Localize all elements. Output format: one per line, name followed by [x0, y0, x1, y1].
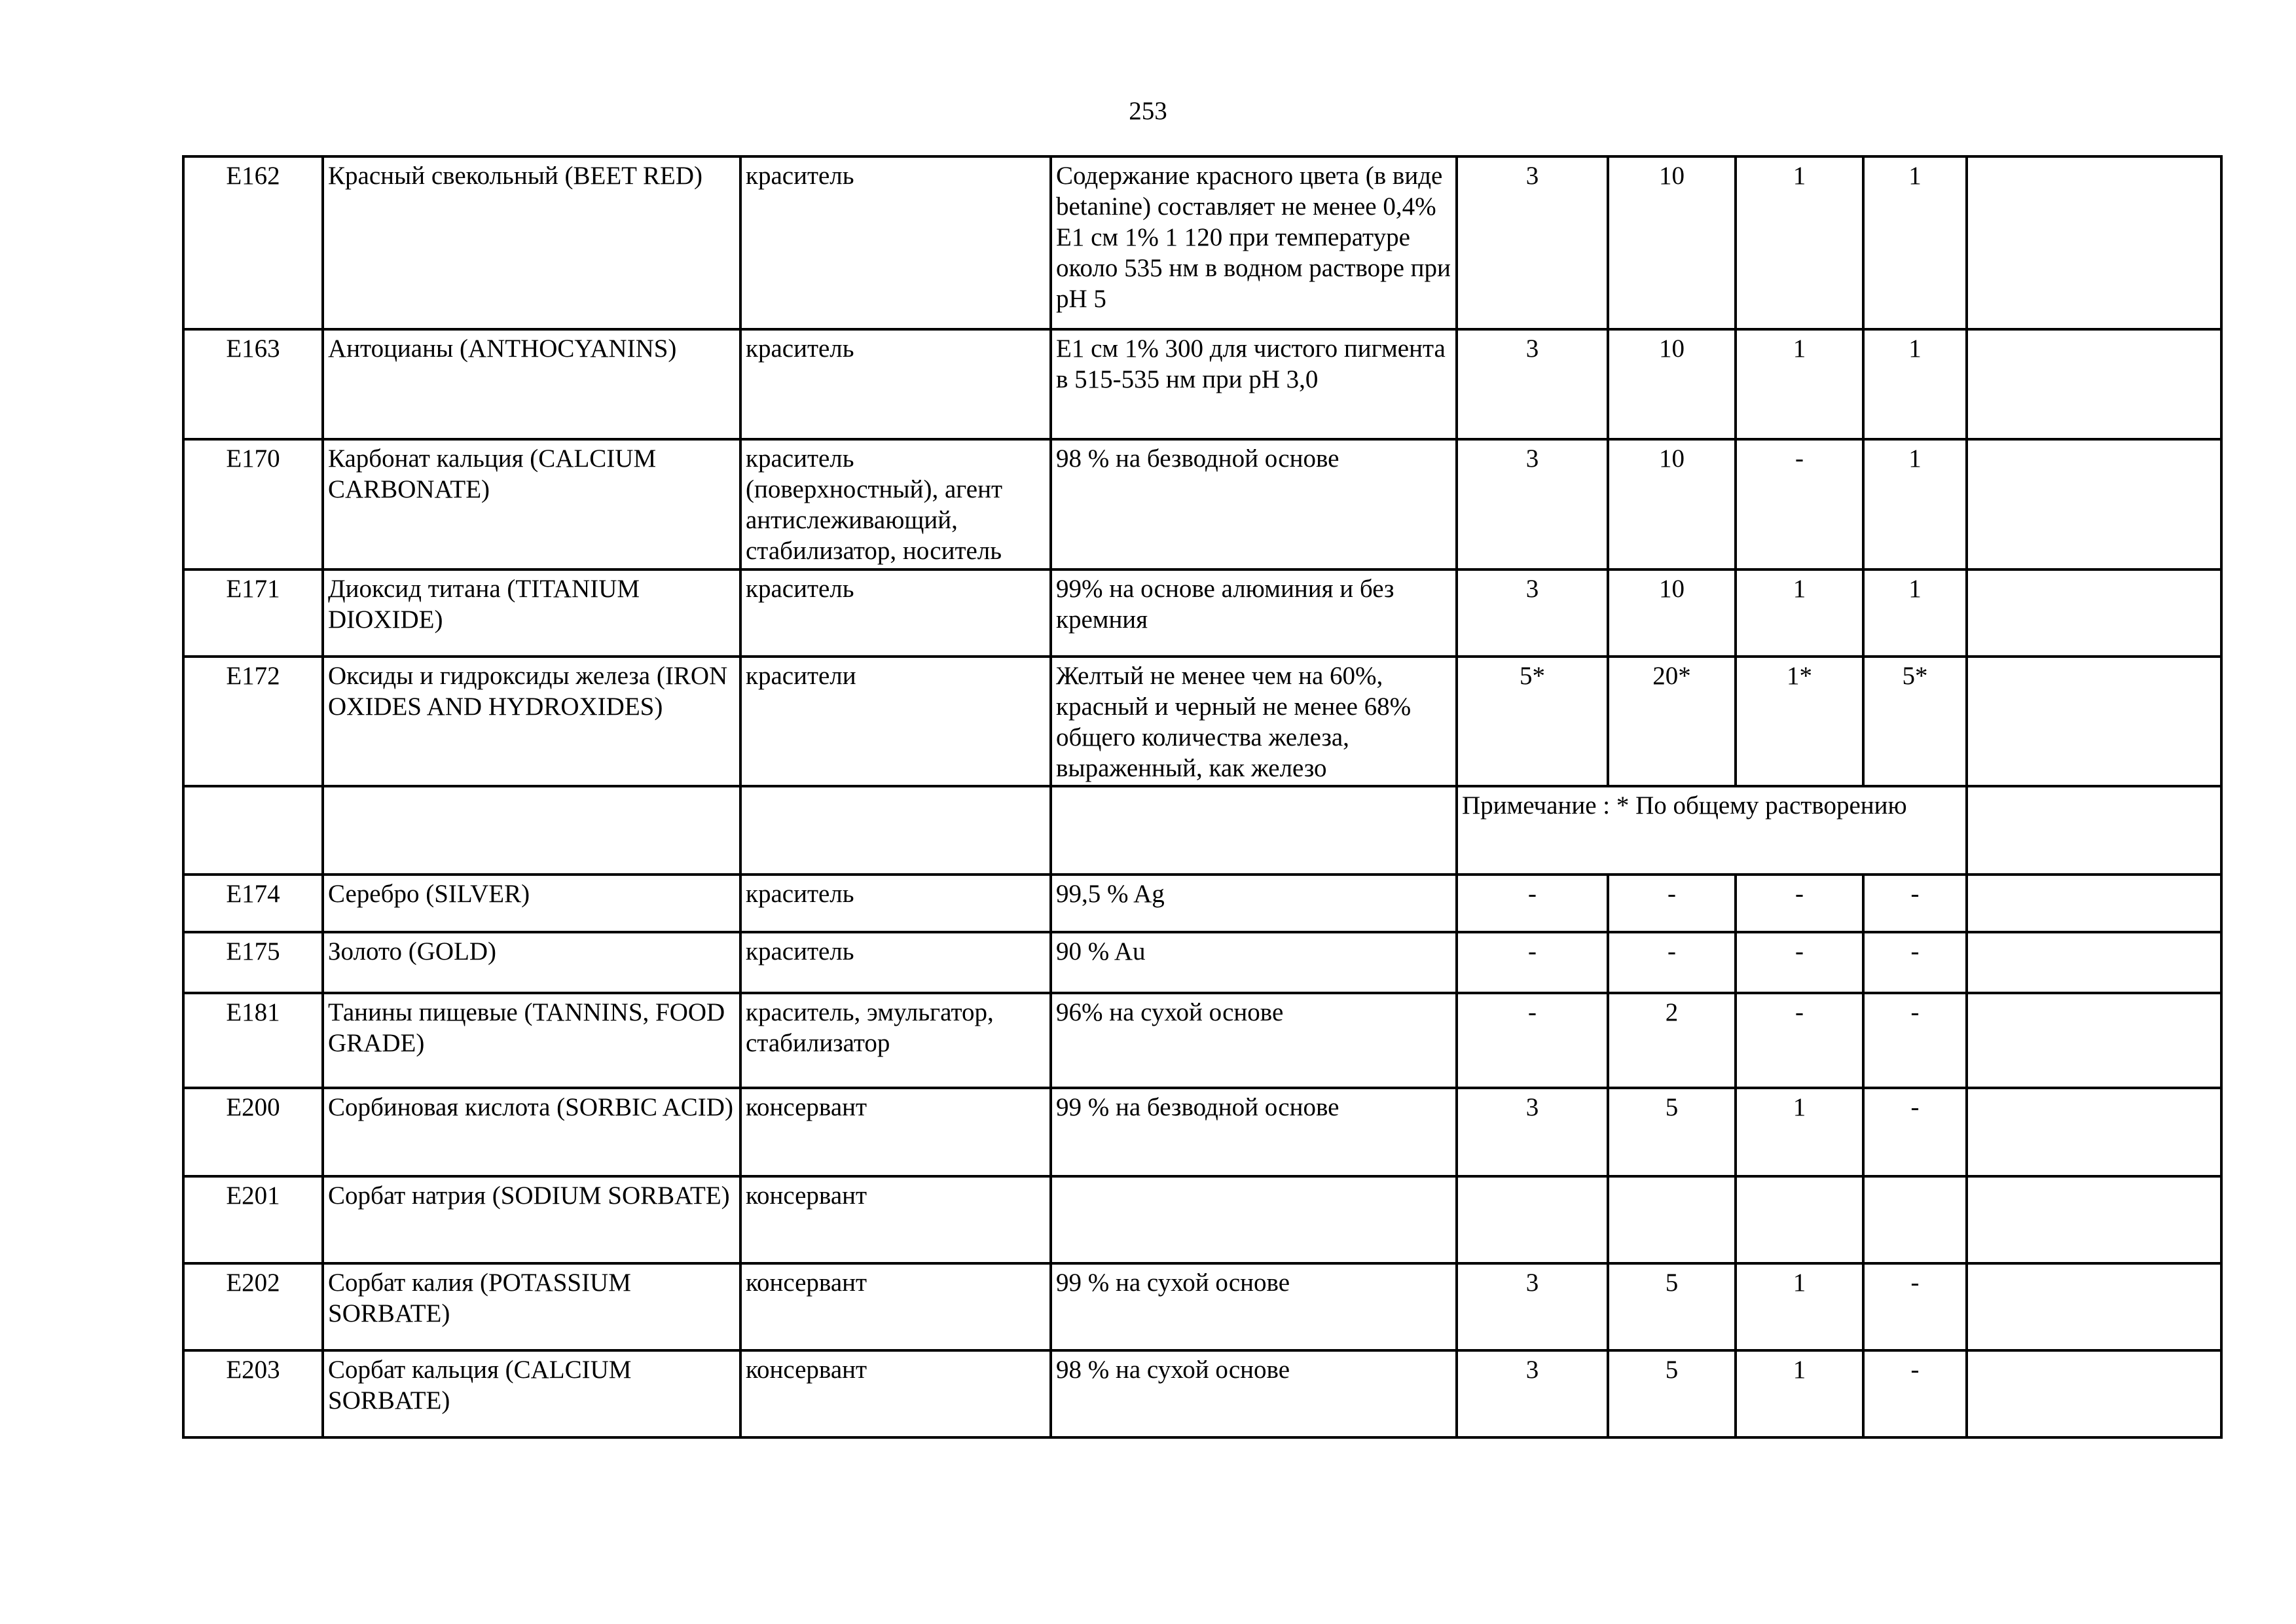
name-cell: Серебро (SILVER) [323, 875, 740, 932]
empty-cell [1967, 1350, 2221, 1437]
code-cell: E203 [183, 1350, 323, 1437]
value-cell-1: - [1457, 993, 1608, 1088]
purity-cell: Содержание красного цвета (в виде betanine) составляет не менее 0,4% E1 см 1% 1 120 при температуре около 535 нм в водном растворе при рН 5 [1051, 156, 1457, 329]
empty-cell [323, 786, 740, 875]
value-cell-3: 1 [1736, 329, 1863, 439]
value-cell-1: 3 [1457, 569, 1608, 657]
code-cell: E200 [183, 1088, 323, 1176]
table-row [183, 1263, 2221, 1350]
name-cell: Сорбат калия (POTASSIUM SORBATE) [323, 1263, 740, 1350]
name-cell: Оксиды и гидроксиды железа (IRON OXIDES AND HYDROXIDES) [323, 657, 740, 786]
value-cell-4: 5* [1863, 657, 1967, 786]
value-cell-1: 3 [1457, 156, 1608, 329]
value-cell-2: 2 [1608, 993, 1736, 1088]
empty-cell [1967, 156, 2221, 329]
value-cell-2: - [1608, 932, 1736, 993]
value-cell-4: 1 [1863, 329, 1967, 439]
value-cell-4: - [1863, 993, 1967, 1088]
value-cell-4: 1 [1863, 439, 1967, 569]
purity-cell [1051, 1176, 1457, 1263]
value-cell-1: 3 [1457, 1263, 1608, 1350]
value-cell-4: - [1863, 1088, 1967, 1176]
empty-cell [183, 786, 323, 875]
note-row [183, 786, 2221, 875]
empty-cell [1051, 786, 1457, 875]
code-cell: E163 [183, 329, 323, 439]
value-cell-3: 1 [1736, 156, 1863, 329]
code-cell: E172 [183, 657, 323, 786]
function-cell: краситель [740, 569, 1051, 657]
value-cell-1 [1457, 1176, 1608, 1263]
value-cell-1: - [1457, 875, 1608, 932]
value-cell-2: 5 [1608, 1263, 1736, 1350]
function-cell: консервант [740, 1263, 1051, 1350]
footnote-cell: Примечание : * По общему растворению [1457, 786, 1967, 875]
empty-cell [1967, 932, 2221, 993]
code-cell: E202 [183, 1263, 323, 1350]
table-row [183, 1176, 2221, 1263]
value-cell-4: - [1863, 1350, 1967, 1437]
value-cell-4 [1863, 1176, 1967, 1263]
function-cell: краситель, эмульгатор, стабилизатор [740, 993, 1051, 1088]
table-row [183, 156, 2221, 329]
code-cell: E181 [183, 993, 323, 1088]
value-cell-3: - [1736, 439, 1863, 569]
name-cell: Сорбат натрия (SODIUM SORBATE) [323, 1176, 740, 1263]
value-cell-3 [1736, 1176, 1863, 1263]
name-cell: Антоцианы (ANTHOCYANINS) [323, 329, 740, 439]
value-cell-1: 5* [1457, 657, 1608, 786]
function-cell: консервант [740, 1176, 1051, 1263]
table-row [183, 875, 2221, 932]
value-cell-2: 10 [1608, 569, 1736, 657]
name-cell: Золото (GOLD) [323, 932, 740, 993]
name-cell: Сорбат кальция (CALCIUM SORBATE) [323, 1350, 740, 1437]
value-cell-1: 3 [1457, 439, 1608, 569]
purity-cell: E1 см 1% 300 для чистого пигмента в 515-535 нм при рН 3,0 [1051, 329, 1457, 439]
empty-cell [1967, 875, 2221, 932]
value-cell-1: - [1457, 932, 1608, 993]
name-cell: Танины пищевые (TANNINS, FOOD GRADE) [323, 993, 740, 1088]
empty-cell [1967, 657, 2221, 786]
empty-cell [1967, 786, 2221, 875]
purity-cell: 99,5 % Ag [1051, 875, 1457, 932]
purity-cell: 96% на сухой основе [1051, 993, 1457, 1088]
function-cell: краситель [740, 156, 1051, 329]
value-cell-2 [1608, 1176, 1736, 1263]
value-cell-2: 10 [1608, 329, 1736, 439]
empty-cell [1967, 1088, 2221, 1176]
table-row [183, 1088, 2221, 1176]
function-cell: консервант [740, 1350, 1051, 1437]
purity-cell: 99 % на сухой основе [1051, 1263, 1457, 1350]
value-cell-1: 3 [1457, 329, 1608, 439]
purity-cell: 98 % на безводной основе [1051, 439, 1457, 569]
purity-cell: 99 % на безводной основе [1051, 1088, 1457, 1176]
function-cell: краситель [740, 932, 1051, 993]
empty-cell [1967, 993, 2221, 1088]
empty-cell [1967, 1263, 2221, 1350]
value-cell-4: 1 [1863, 156, 1967, 329]
function-cell: краситель [740, 329, 1051, 439]
function-cell: красители [740, 657, 1051, 786]
code-cell: E201 [183, 1176, 323, 1263]
name-cell: Красный свекольный (BEET RED) [323, 156, 740, 329]
value-cell-2: 5 [1608, 1088, 1736, 1176]
code-cell: E170 [183, 439, 323, 569]
code-cell: E162 [183, 156, 323, 329]
value-cell-4: - [1863, 932, 1967, 993]
value-cell-4: 1 [1863, 569, 1967, 657]
empty-cell [1967, 569, 2221, 657]
table-row [183, 569, 2221, 657]
code-cell: E171 [183, 569, 323, 657]
table-row [183, 932, 2221, 993]
name-cell: Сорбиновая кислота (SORBIC ACID) [323, 1088, 740, 1176]
code-cell: E175 [183, 932, 323, 993]
value-cell-2: 10 [1608, 439, 1736, 569]
value-cell-3: - [1736, 932, 1863, 993]
empty-cell [1967, 439, 2221, 569]
value-cell-3: 1 [1736, 1088, 1863, 1176]
purity-cell: Желтый не менее чем на 60%, красный и черный не менее 68% общего количества железа, выраженный, как железо [1051, 657, 1457, 786]
purity-cell: 90 % Au [1051, 932, 1457, 993]
function-cell: краситель (поверхностный), агент антислеживающий, стабилизатор, носитель [740, 439, 1051, 569]
empty-cell [1967, 329, 2221, 439]
value-cell-2: - [1608, 875, 1736, 932]
table-row [183, 1350, 2221, 1437]
value-cell-3: - [1736, 875, 1863, 932]
value-cell-2: 10 [1608, 156, 1736, 329]
value-cell-3: - [1736, 993, 1863, 1088]
value-cell-4: - [1863, 875, 1967, 932]
page-number: 253 [1129, 97, 1167, 125]
function-cell: консервант [740, 1088, 1051, 1176]
value-cell-1: 3 [1457, 1088, 1608, 1176]
table-row [183, 329, 2221, 439]
code-cell: E174 [183, 875, 323, 932]
value-cell-2: 20* [1608, 657, 1736, 786]
empty-cell [1967, 1176, 2221, 1263]
value-cell-2: 5 [1608, 1350, 1736, 1437]
purity-cell: 98 % на сухой основе [1051, 1350, 1457, 1437]
value-cell-4: - [1863, 1263, 1967, 1350]
table-row [183, 439, 2221, 569]
table-row [183, 993, 2221, 1088]
value-cell-3: 1 [1736, 569, 1863, 657]
function-cell: краситель [740, 875, 1051, 932]
empty-cell [740, 786, 1051, 875]
purity-cell: 99% на основе алюминия и без кремния [1051, 569, 1457, 657]
value-cell-3: 1 [1736, 1350, 1863, 1437]
table-row [183, 657, 2221, 786]
value-cell-3: 1* [1736, 657, 1863, 786]
value-cell-3: 1 [1736, 1263, 1863, 1350]
additives-table [182, 155, 2223, 1439]
name-cell: Карбонат кальция (CALCIUM CARBONATE) [323, 439, 740, 569]
name-cell: Диоксид титана (TITANIUM DIOXIDE) [323, 569, 740, 657]
value-cell-1: 3 [1457, 1350, 1608, 1437]
